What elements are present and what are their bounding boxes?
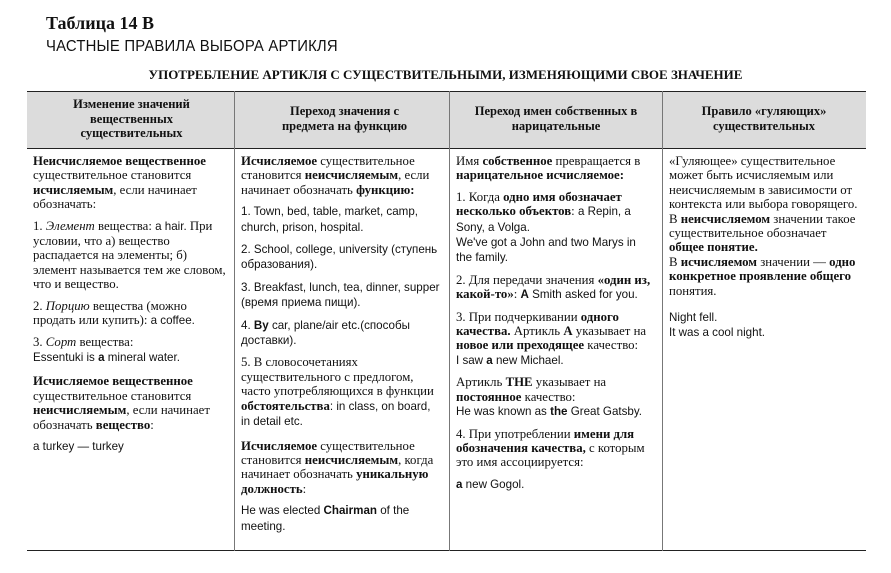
rule-text: , если начинает обозначать — [241, 168, 430, 197]
col3-example — [456, 477, 655, 492]
example-text: Essentuki is — [33, 350, 99, 364]
example-text: A — [520, 288, 529, 302]
col1-example — [33, 439, 231, 454]
rule-text: значении такое существительное обозначает — [669, 211, 856, 241]
col2-paragraph — [241, 242, 441, 273]
rule-text: одного качества. — [456, 309, 619, 339]
rule-text: вещества: — [76, 335, 134, 350]
rule-text: «Гуляющее» существительное может быть исчисляемым или неисчисляемым в зависимости от контекста или выбора говорящего. — [669, 154, 858, 212]
rule-text: В — [669, 211, 681, 226]
rule-text: 3. — [33, 335, 46, 350]
col2-paragraph — [241, 280, 441, 311]
rule-text: указывает на — [572, 324, 647, 339]
rule-text: существительное становится — [241, 438, 415, 467]
column-2-content — [241, 154, 441, 541]
rule-text: Сорт — [45, 335, 77, 350]
example-text: a — [486, 353, 493, 367]
rule-text: неисчисляемым — [304, 168, 399, 183]
col1-paragraph — [33, 154, 231, 212]
rule-text: Исчисляемое вещественное — [33, 374, 193, 389]
column-header-3: Переход имен собственных в нарицательные — [474, 104, 638, 133]
example-text: new Michael. — [492, 353, 564, 367]
rule-text: общее понятие. — [669, 240, 758, 255]
example-text: By — [253, 318, 269, 332]
column-divider-2 — [449, 91, 450, 551]
rule-text: одно имя обозначает несколько объектов — [456, 189, 622, 219]
example-text: mineral water. — [104, 350, 180, 364]
rule-text: Исчисляемое — [241, 438, 318, 453]
rule-text: Артикль — [510, 324, 564, 339]
example-text: : — [329, 399, 337, 413]
example-text: Great Gatsby. — [567, 405, 643, 419]
example-text: I saw — [456, 353, 487, 367]
rule-text: В — [669, 254, 681, 269]
column-header-2: Переход значения с предмета на функцию — [281, 104, 408, 133]
rule-text: одно конкретное проявление общего — [669, 254, 856, 284]
example-text: a — [456, 477, 463, 491]
example-text: of the meeting. — [241, 504, 410, 533]
col3-paragraph — [456, 375, 655, 419]
col2-paragraph — [241, 355, 441, 429]
column-4-content — [669, 154, 861, 348]
col1-paragraph — [33, 219, 231, 292]
rule-text: Элемент — [45, 218, 95, 233]
rule-text: неисчисляемым — [33, 403, 127, 418]
rule-text: A — [563, 324, 573, 339]
col4-example — [669, 310, 861, 341]
rule-text: неисчисляемом — [680, 211, 771, 226]
rule-text: собственное — [482, 154, 553, 168]
rule-text: «один из, какой-то» — [456, 272, 651, 302]
rule-text: вещества: — [94, 218, 156, 233]
col1-paragraph — [33, 335, 231, 365]
rule-text: существительное становится — [241, 154, 415, 183]
table-number: Таблица 14 В — [46, 13, 154, 33]
example-text: We've got a John and two Marys in the family. — [456, 236, 636, 265]
column-divider-1 — [234, 91, 235, 551]
col3-paragraph — [456, 310, 655, 369]
column-header-1: Изменение значений вещественных существительных — [73, 97, 190, 140]
col1-paragraph — [33, 374, 231, 432]
example-text: 1. Town, bed, table, market, camp, church, prison, hospital. — [241, 205, 419, 234]
example-text: car, plane/air etc.(способы доставки). — [241, 318, 410, 348]
rule-text: Порцию — [45, 298, 90, 313]
rule-text: : — [571, 204, 578, 219]
rule-text: качество: — [521, 389, 576, 404]
table-top-border — [27, 91, 866, 92]
example-text: a Repin, a Sony, a Volga. — [456, 205, 631, 234]
col2-paragraph — [241, 318, 441, 349]
column-1-content — [33, 154, 231, 461]
col2-paragraph — [241, 154, 441, 197]
rule-text: : — [302, 481, 307, 496]
rule-text: существительное становится — [33, 388, 192, 403]
rule-text: имени для обозначения качества, — [456, 426, 635, 455]
rule-text: : — [150, 417, 154, 432]
rules-table — [27, 91, 866, 551]
example-text: a — [98, 350, 105, 364]
rule-text: вещества (можно продать или купить): — [33, 298, 187, 328]
example-text: in class, on board, in detail etc. — [241, 399, 431, 429]
rule-text: Имя — [456, 154, 483, 168]
example-text: He was known as — [456, 405, 551, 419]
col2-paragraph — [241, 439, 441, 497]
rule-text: THE — [505, 375, 533, 390]
rule-text: неисчисляемым — [304, 452, 399, 467]
rule-text: 3. При подчеркивании — [456, 309, 581, 324]
example-text: 4. — [241, 318, 254, 332]
table-bottom-border — [27, 550, 866, 551]
table-subtitle: УПОТРЕБЛЕНИЕ АРТИКЛЯ С СУЩЕСТВИТЕЛЬНЫМИ, ИЗМЕНЯЮЩИМИ СВОЕ ЗНАЧЕНИЕ — [148, 67, 743, 82]
example-text: a coffee. — [150, 314, 195, 328]
rule-text: 2. — [33, 298, 46, 313]
col4-paragraph — [669, 154, 861, 298]
col1-paragraph — [33, 299, 231, 329]
rule-text: исчисляемым — [33, 182, 114, 197]
rule-text: обстоятельства — [241, 398, 330, 413]
rule-text: Артикль — [456, 375, 506, 390]
example-text: a hair. — [155, 219, 187, 233]
rule-text: функцию: — [356, 182, 415, 197]
col3-paragraph — [456, 273, 655, 303]
rule-text: вещество — [95, 417, 151, 432]
rule-text: 4. При употреблении — [456, 426, 574, 441]
rule-text: существительное становится — [33, 168, 192, 183]
rule-text: : — [513, 287, 521, 302]
example-text: Smith asked for you. — [528, 288, 638, 302]
example-text: new Gogol. — [462, 477, 525, 491]
table-title: ЧАСТНЫЕ ПРАВИЛА ВЫБОРА АРТИКЛЯ — [46, 38, 338, 55]
rule-text: Неисчисляемое вещественное — [33, 154, 206, 168]
col3-paragraph — [456, 190, 655, 266]
example-text: the — [550, 405, 568, 419]
rule-text: указывает на — [532, 375, 607, 390]
example-text: It was a cool night. — [669, 326, 766, 340]
rule-text: постоянное — [456, 389, 522, 404]
col3-paragraph — [456, 154, 655, 183]
rule-text: 1. Когда — [456, 189, 504, 204]
rule-text: , когда начинает обозначать — [241, 452, 434, 482]
rule-text: значении — — [757, 254, 830, 269]
example-text: Night fell. — [669, 311, 718, 325]
column-header-4: Правило «гуляющих» существительных — [701, 104, 827, 133]
col3-paragraph — [456, 427, 655, 470]
rule-text: 2. Для передачи значения — [456, 272, 598, 287]
col2-paragraph — [241, 204, 441, 235]
rule-text: , если начинает обозначать — [33, 403, 210, 432]
rule-text: с которым это имя ассоциируется: — [456, 440, 645, 470]
rule-text: уникальную должность — [241, 467, 429, 496]
rule-text: Исчисляемое — [241, 154, 318, 168]
rule-text: При условии, что а) вещество распадается на элементы; б) элемент называется тем же словом, что и вещество. — [33, 218, 226, 292]
header-bottom-border — [27, 148, 866, 149]
rule-text: нарицательное исчисляемое: — [456, 168, 625, 183]
rule-text: 5. В словосочетаниях существительного с предлогом, часто употребляющихся в функции — [241, 355, 434, 399]
example-text: He was elected — [241, 504, 324, 518]
rule-text: качество: — [584, 338, 639, 353]
column-divider-3 — [662, 91, 663, 551]
example-text: 2. School, college, university (ступень образования). — [241, 243, 438, 272]
rule-text: понятия. — [669, 283, 717, 298]
example-text: Chairman — [323, 504, 377, 518]
rule-text: исчисляемом — [680, 254, 758, 269]
rule-text: , если начинает обозначать: — [33, 182, 197, 212]
example-text: 3. Breakfast, lunch, tea, dinner, supper (время приема пищи). — [241, 280, 440, 310]
col2-example — [241, 503, 441, 534]
rule-text: превращается в — [552, 154, 641, 168]
rule-text: новое или преходящее — [456, 338, 585, 353]
column-3-content — [456, 154, 655, 499]
example-text: a turkey — turkey — [33, 439, 124, 453]
rule-text: 1. — [33, 218, 46, 233]
